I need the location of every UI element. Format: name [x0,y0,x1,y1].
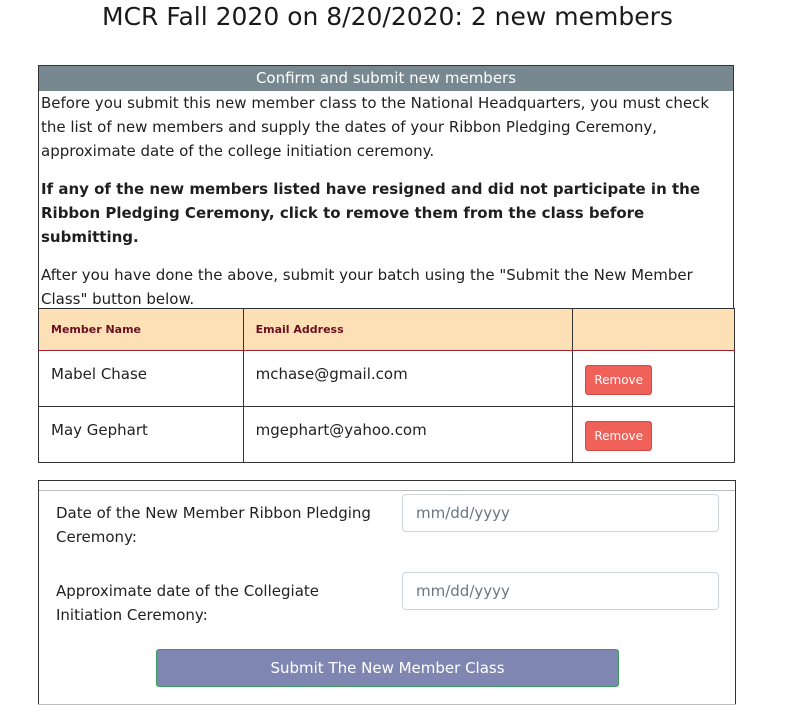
divider [38,704,736,705]
action-cell [573,351,735,407]
member-name-cell: May Gephart [39,407,244,463]
member-name-cell: Mabel Chase [39,351,244,407]
ribbon-ceremony-label: Date of the New Member Ribbon Pledging Ceremony: [56,504,371,546]
email-address-header: Email Address [243,309,573,351]
member-name-header: Member Name [39,309,244,351]
instructions-text: Before you submit this new member class to the National Headquarters, you must check the list of new members and supply the dates of your Ribbon Pledging Ceremony, approximate date of the college initiation ceremony. [41,94,710,160]
panel-header: Confirm and submit new members [39,66,733,91]
dates-form [38,480,736,705]
remove-button[interactable]: Remove [585,365,652,395]
action-header [573,309,735,351]
action-cell [573,407,735,463]
member-email-cell: mchase@gmail.com [243,351,573,407]
table-row [39,351,735,407]
divider [39,490,735,491]
panel-body [39,91,733,311]
member-email-cell: mgephart@yahoo.com [243,407,573,463]
resigned-warning-text: If any of the new members listed have resigned and did not participate in the Ribbon Pledging Ceremony, click to remove them from the class before submitting. [41,180,700,246]
ribbon-ceremony-date-input[interactable] [402,494,719,532]
table-row [39,407,735,463]
submit-class-button[interactable]: Submit The New Member Class [156,649,619,687]
page-title: MCR Fall 2020 on 8/20/2020: 2 new members [102,2,673,31]
table-header-row [39,309,735,351]
members-table [38,308,735,463]
remove-button[interactable]: Remove [585,421,652,451]
confirm-panel [38,65,734,308]
submit-instructions-text: After you have done the above, submit your batch using the "Submit the New Member Class" button below. [41,266,693,308]
initiation-ceremony-label: Approximate date of the Collegiate Initiation Ceremony: [56,582,319,624]
initiation-ceremony-date-input[interactable] [402,572,719,610]
